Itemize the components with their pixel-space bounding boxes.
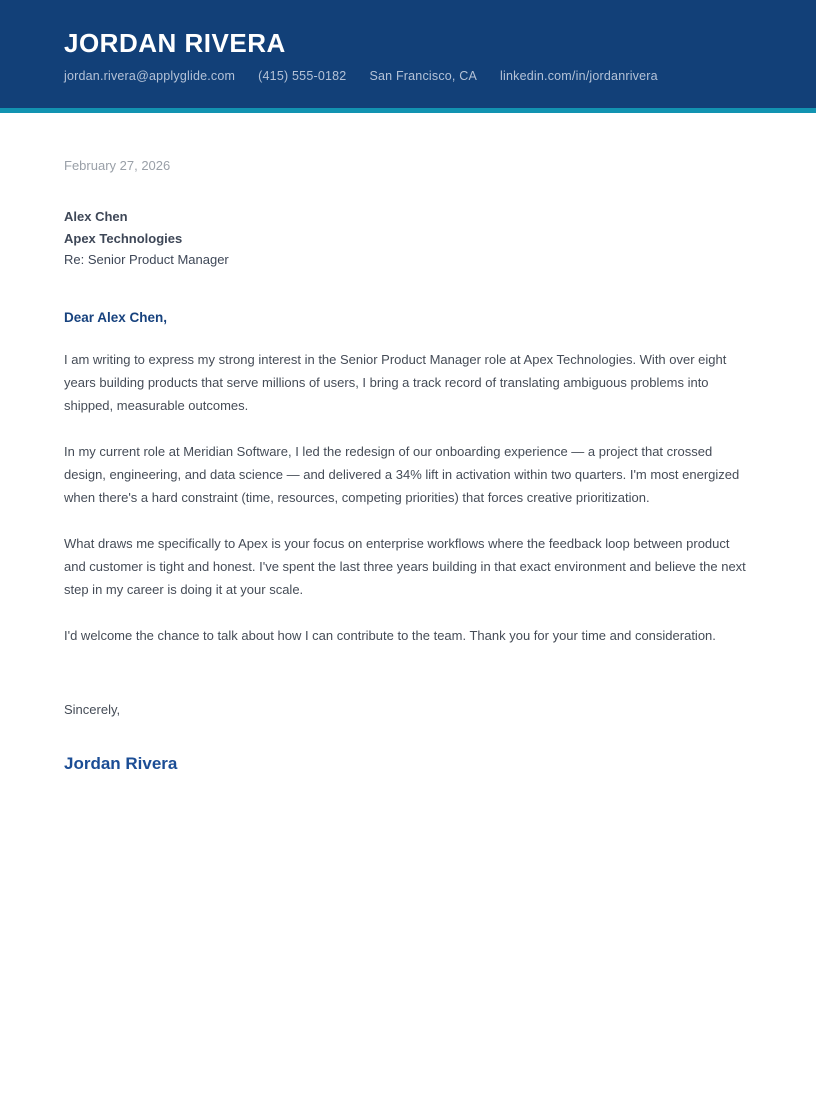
signature: Jordan Rivera bbox=[64, 753, 178, 773]
letter-paragraph-2: In my current role at Meridian Software, I led the redesign of our onboarding experience — a project that crossed design, engineering, and data science — and delivered a 34% lift in activation within two quarters. I'm most energized when there's a hard constraint (time, resources, competing priorities) that forces creative prioritization. bbox=[64, 443, 740, 505]
contact-row bbox=[64, 69, 752, 83]
recipient-name: Alex Chen bbox=[64, 209, 128, 224]
letter-paragraph-3: What draws me specifically to Apex is your focus on enterprise workflows where the feedback loop between product and customer is tight and honest. I've spent the last three years building in that exact environment and believe the next step in my career is doing it at your scale. bbox=[64, 535, 746, 597]
salutation: Dear Alex Chen, bbox=[64, 309, 168, 325]
page-title: JORDAN RIVERA bbox=[64, 28, 286, 58]
contact-phone: (415) 555-0182 bbox=[258, 69, 347, 84]
closing: Sincerely, bbox=[64, 701, 121, 717]
recipient-block bbox=[64, 206, 752, 271]
contact-email: jordan.rivera@applyglide.com bbox=[64, 69, 236, 84]
contact-location: San Francisco, CA bbox=[369, 69, 478, 84]
letter-date: February 27, 2026 bbox=[64, 158, 171, 173]
letterhead bbox=[0, 0, 816, 108]
letter-paragraph-4: I'd welcome the chance to talk about how I can contribute to the team. Thank you for your time and consideration. bbox=[64, 627, 716, 643]
letter-paragraph-1: I am writing to express my strong interest in the Senior Product Manager role at Apex Technologies. With over eight years building products that serve millions of users, I bring a track record of translating ambiguous problems into shipped, measurable outcomes. bbox=[64, 351, 727, 413]
subject-line: Re: Senior Product Manager bbox=[64, 252, 229, 267]
recipient-company: Apex Technologies bbox=[64, 230, 183, 246]
contact-linkedin: linkedin.com/in/jordanrivera bbox=[500, 69, 658, 84]
letter-body bbox=[0, 158, 816, 774]
accent-bar bbox=[0, 108, 816, 113]
